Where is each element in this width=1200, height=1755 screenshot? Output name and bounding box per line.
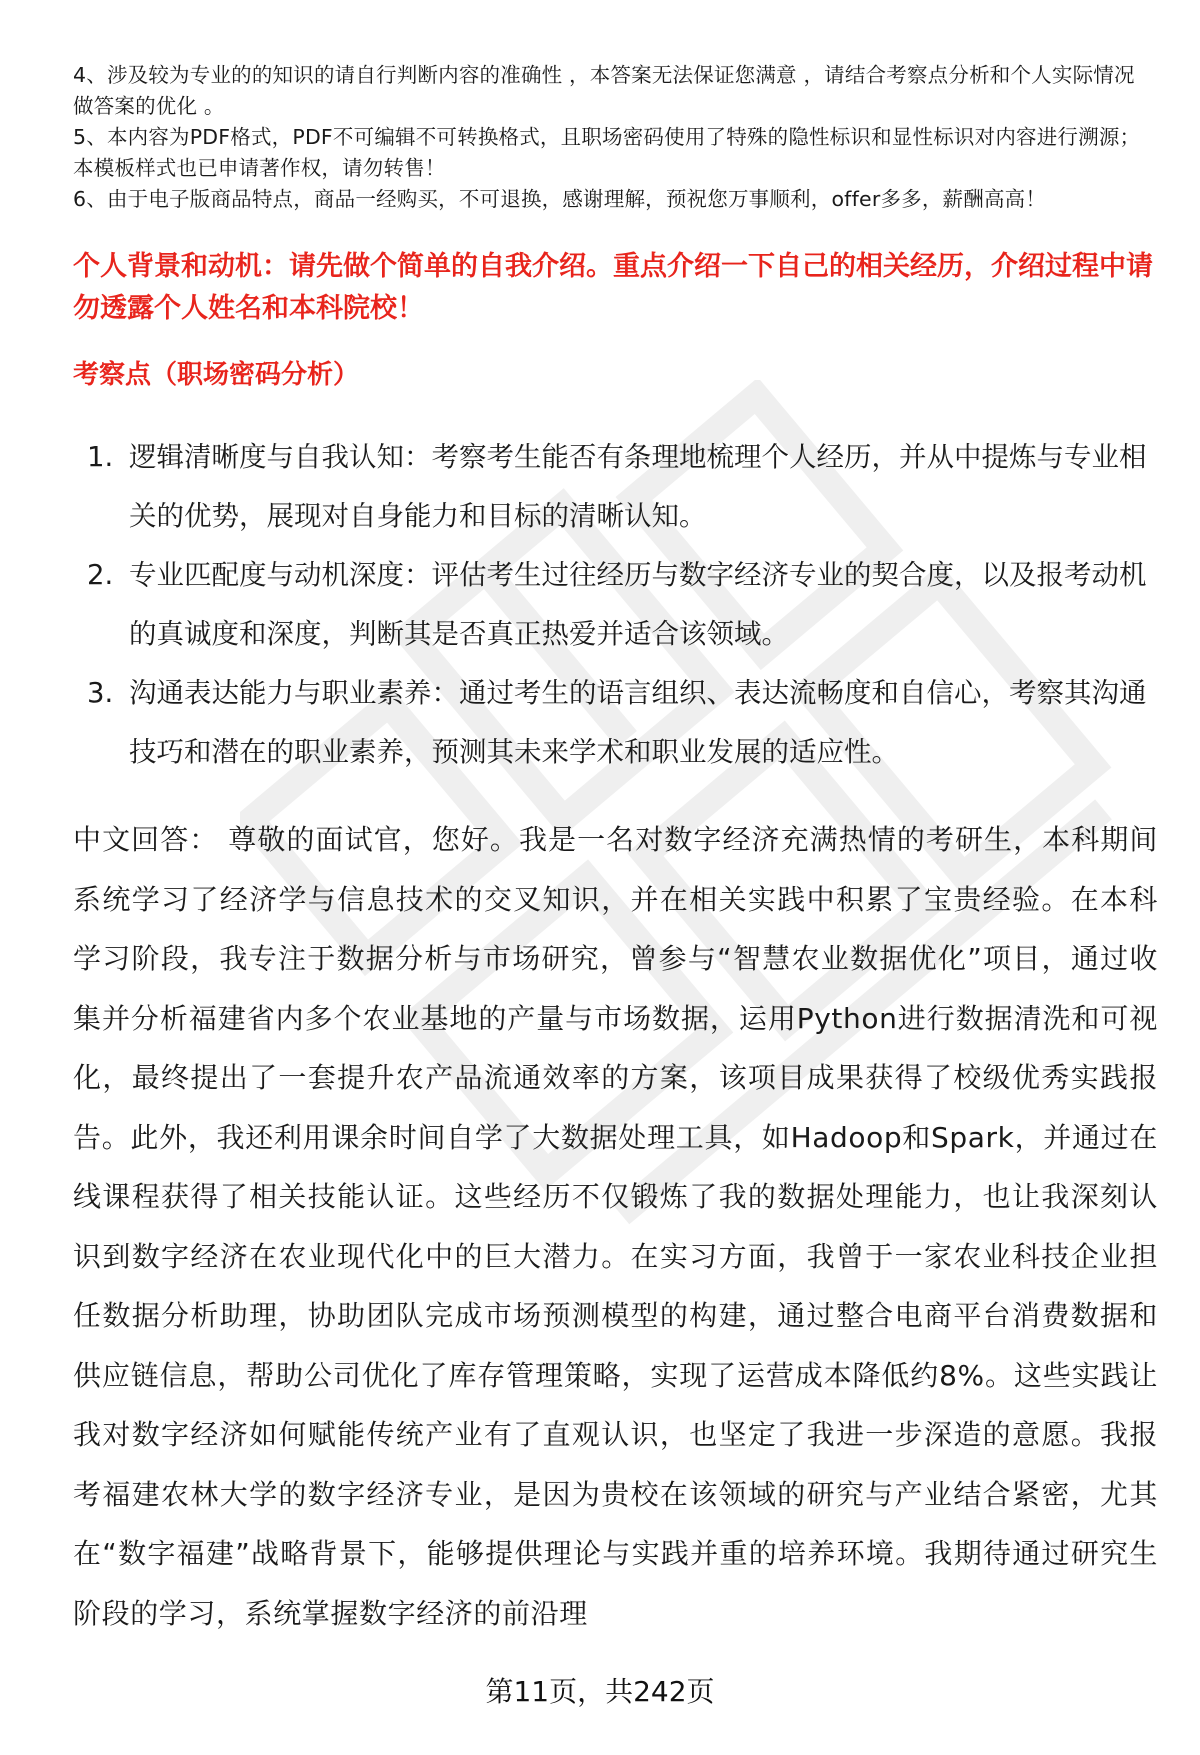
notice-list — [73, 60, 1153, 215]
assessment-point — [73, 664, 1153, 782]
section-title: 考察点（职场密码分析） — [73, 360, 360, 390]
notice-item: 4、涉及较为专业的的知识的请自行判断内容的准确性 ，本答案无法保证您满意 ，请结合考察点分析和个人实际情况做答案的优化 。 — [73, 63, 1135, 118]
point-number: 2. — [87, 559, 114, 591]
point-text: 专业匹配度与动机深度：评估考生过往经历与数字经济专业的契合度，以及报考动机的真诚度和深度，判断其是否真正热爱并适合该领域。 — [129, 559, 1147, 650]
assessment-point — [73, 428, 1153, 546]
assessment-points — [73, 428, 1153, 782]
point-text: 逻辑清晰度与自我认知：考察考生能否有条理地梳理个人经历，并从中提炼与专业相关的优势，展现对自身能力和目标的清晰认知。 — [129, 441, 1147, 532]
interview-question: 个人背景和动机：请先做个简单的自我介绍。重点介绍一下自己的相关经历，介绍过程中请勿透露个人姓名和本科院校！ — [73, 251, 1153, 324]
assessment-point — [73, 546, 1153, 664]
notice-item: 6、由于电子版商品特点，商品一经购买，不可退换，感谢理解，预祝您万事顺利，offer多多，薪酬高高！ — [73, 187, 1047, 211]
page-number: 第11页，共242页 — [485, 1675, 715, 1708]
notice-item: 5、本内容为PDF格式，PDF不可编辑不可转换格式，且职场密码使用了特殊的隐性标识和显性标识对内容进行溯源；本模板样式也已申请著作权，请勿转售！ — [73, 125, 1141, 180]
point-text: 沟通表达能力与职业素养：通过考生的语言组织、表达流畅度和自信心，考察其沟通技巧和潜在的职业素养，预测其未来学术和职业发展的适应性。 — [129, 677, 1147, 768]
point-number: 3. — [87, 677, 114, 709]
answer-paragraph: 中文回答： 尊敬的面试官，您好。我是一名对数字经济充满热情的考研生，本科期间系统学习了经济学与信息技术的交叉知识，并在相关实践中积累了宝贵经验。在本科学习阶段，我专注于数据分析与市场研究，曾参与“智慧农业数据优化”项目，通过收集并分析福建省内多个农业基地的产量与市场数据，运用Python进行数据清洗和可视化，最终提出了一套提升农产品流通效率的方案，该项目成果获得了校级优秀实践报告。此外，我还利用课余时间自学了大数据处理工具，如Hadoop和Spark，并通过在线课程获得了相关技能认证。这些经历不仅锻炼了我的数据处理能力，也让我深刻认识到数字经济在农业现代化中的巨大潜力。在实习方面，我曾于一家农业科技企业担任数据分析助理，协助团队完成市场预测模型的构建，通过整合电商平台消费数据和供应链信息，帮助公司优化了库存管理策略，实现了运营成本降低约8%。这些实践让我对数字经济如何赋能传统产业有了直观认识，也坚定了我进一步深造的意愿。我报考福建农林大学的数字经济专业，是因为贵校在该领域的研究与产业结合紧密，尤其在“数字福建”战略背景下，能够提供理论与实践并重的培养环境。我期待通过研究生阶段的学习，系统掌握数字经济的前沿理 — [73, 823, 1158, 1630]
point-number: 1. — [87, 441, 114, 473]
